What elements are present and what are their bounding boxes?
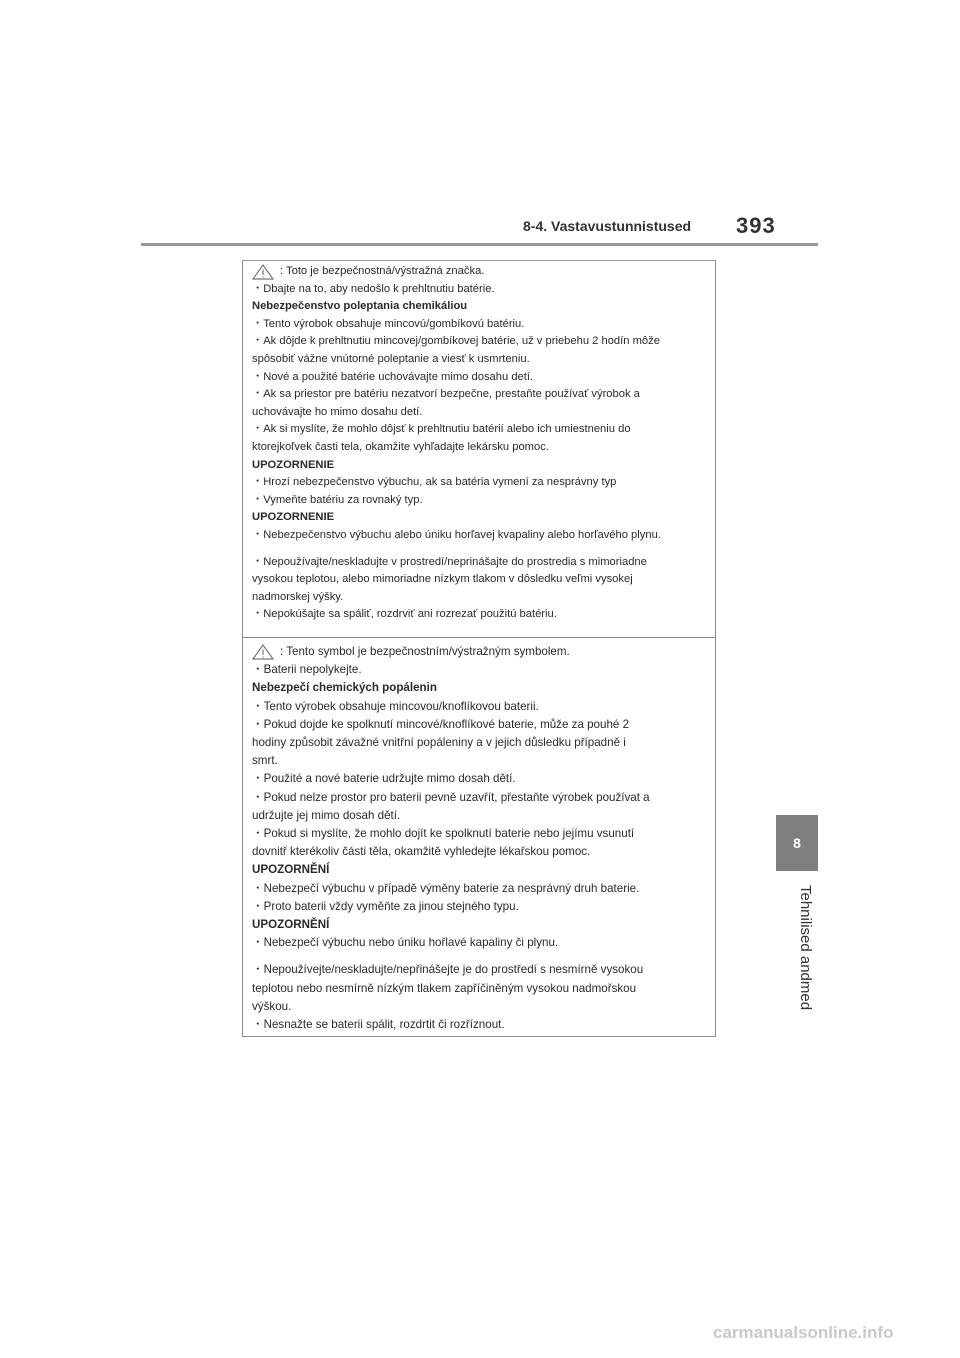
warning-line: uchovávajte ho mimo dosahu detí. <box>252 405 423 418</box>
warning-heading: Nebezpečenstvo poleptania chemikáliou <box>252 300 468 313</box>
warning-line: dovnitř kterékoliv části těla, okamžitě vyhledejte lékařskou pomoc. <box>252 845 591 859</box>
warning-line: ・Pokud nelze prostor pro baterii pevně uzavřít, přestaňte výrobek používat a <box>252 790 650 804</box>
warning-line: smrt. <box>252 754 278 768</box>
section-title: 8-4. Vastavustunnistused <box>523 218 692 234</box>
warning-heading: UPOZORNENIE <box>252 511 335 524</box>
warning-line: ・Nepokúšajte sa spáliť, rozdrviť ani rozrezať použitú batériu. <box>252 608 557 621</box>
warning-line: ・Nesnažte se baterii spálit, rozdrtit či rozříznout. <box>252 1018 505 1032</box>
warning-line: ・Nepoužívajte/neskladujte v prostredí/neprinášajte do prostredia s mimoriadne <box>252 555 647 568</box>
warning-line: ・Hrozí nebezpečenstvo výbuchu, ak sa batéria vymení za nesprávny typ <box>252 476 617 489</box>
warning-line: ・Vymeňte batériu za rovnaký typ. <box>252 493 423 506</box>
warning-triangle-icon <box>252 644 274 660</box>
warning-line: výškou. <box>252 999 292 1013</box>
symbol-legend <box>252 643 702 661</box>
warning-line: ktorejkoľvek časti tela, okamžite vyhľadajte lekársku pomoc. <box>252 440 549 453</box>
warning-heading: Nebezpečí chemických popálenin <box>252 681 437 695</box>
warning-line: spôsobiť vážne vnútorné poleptanie a viesť k usmrteniu. <box>252 352 530 365</box>
warning-line: ・Použité a nové baterie udržujte mimo dosah dětí. <box>252 772 516 786</box>
warning-line: vysokou teplotou, alebo mimoriadne nízkym tlakom v dôsledku veľmi vysokej <box>252 573 633 586</box>
warning-line: ・Tento výrobok obsahuje mincovú/gombíkovú batériu. <box>252 317 525 330</box>
warning-triangle-icon <box>252 264 274 280</box>
paragraph-gap <box>252 545 702 554</box>
warning-line: ・Nebezpečí výbuchu v případě výměny baterie za nesprávný druh baterie. <box>252 881 640 895</box>
chapter-title: Tehnilised andmed <box>797 885 814 1011</box>
warning-line: ・Nebezpečí výbuchu nebo úniku hořlavé kapaliny či plynu. <box>252 936 559 950</box>
warning-line: ・Pokud si myslíte, že mohlo dojít ke spolknutí baterie nebo jejímu vsunutí <box>252 827 635 841</box>
symbol-legend-text: : Toto je bezpečnostná/výstražná značka. <box>280 265 485 277</box>
warning-line: ・Proto baterii vždy vyměňte za jinou stejného typu. <box>252 899 519 913</box>
warning-line: nadmorskej výšky. <box>252 590 344 603</box>
warning-line: ・Ak si myslíte, že mohlo dôjsť k prehltnutiu batérií alebo ich umiestneniu do <box>252 423 631 436</box>
symbol-legend <box>252 263 702 281</box>
warning-line: hodiny způsobit závažné vnitřní popáleniny a v jejich důsledku případně i <box>252 736 626 750</box>
warning-heading: UPOZORNĚNÍ <box>252 863 330 877</box>
paragraph-gap <box>252 952 702 961</box>
warning-line: ・Dbajte na to, aby nedošlo k prehltnutiu batérie. <box>252 282 495 295</box>
warning-line: ・Nové a použité batérie uchovávajte mimo dosahu detí. <box>252 370 534 383</box>
warning-line: ・Nebezpečenstvo výbuchu alebo úniku horľavej kvapaliny alebo horľavého plynu. <box>252 528 661 541</box>
warning-line: ・Ak sa priestor pre batériu nezatvorí bezpečne, prestaňte používať výrobok a <box>252 388 640 401</box>
slovak-warning-block <box>252 263 702 624</box>
warning-line: ・Ak dôjde k prehltnutiu mincovej/gombíkovej batérie, už v priebehu 2 hodín môže <box>252 335 660 348</box>
watermark: carmanualsonline.info <box>713 1323 894 1342</box>
page-number: 393 <box>736 213 776 238</box>
language-divider <box>242 637 716 638</box>
warning-line: ・Nepoužívejte/neskladujte/nepřinášejte je do prostředí s nesmírně vysokou <box>252 963 644 977</box>
symbol-legend-text: : Tento symbol je bezpečnostním/výstražným symbolem. <box>280 645 570 658</box>
warning-line: udržujte jej mimo dosah dětí. <box>252 808 401 822</box>
warning-line: ・Pokud dojde ke spolknutí mincové/knoflíkové baterie, může za pouhé 2 <box>252 717 630 731</box>
czech-warning-block <box>252 643 702 1034</box>
warning-line: ・Baterii nepolykejte. <box>252 663 362 677</box>
chapter-tab: 8 <box>776 815 818 871</box>
warning-heading: UPOZORNĚNÍ <box>252 918 330 932</box>
header-rule <box>141 243 818 246</box>
warning-line: teplotou nebo nesmírně nízkým tlakem zapříčiněným vysokou nadmořskou <box>252 981 637 995</box>
warning-line: ・Tento výrobek obsahuje mincovou/knoflíkovou baterii. <box>252 699 539 713</box>
warning-heading: UPOZORNENIE <box>252 458 335 471</box>
